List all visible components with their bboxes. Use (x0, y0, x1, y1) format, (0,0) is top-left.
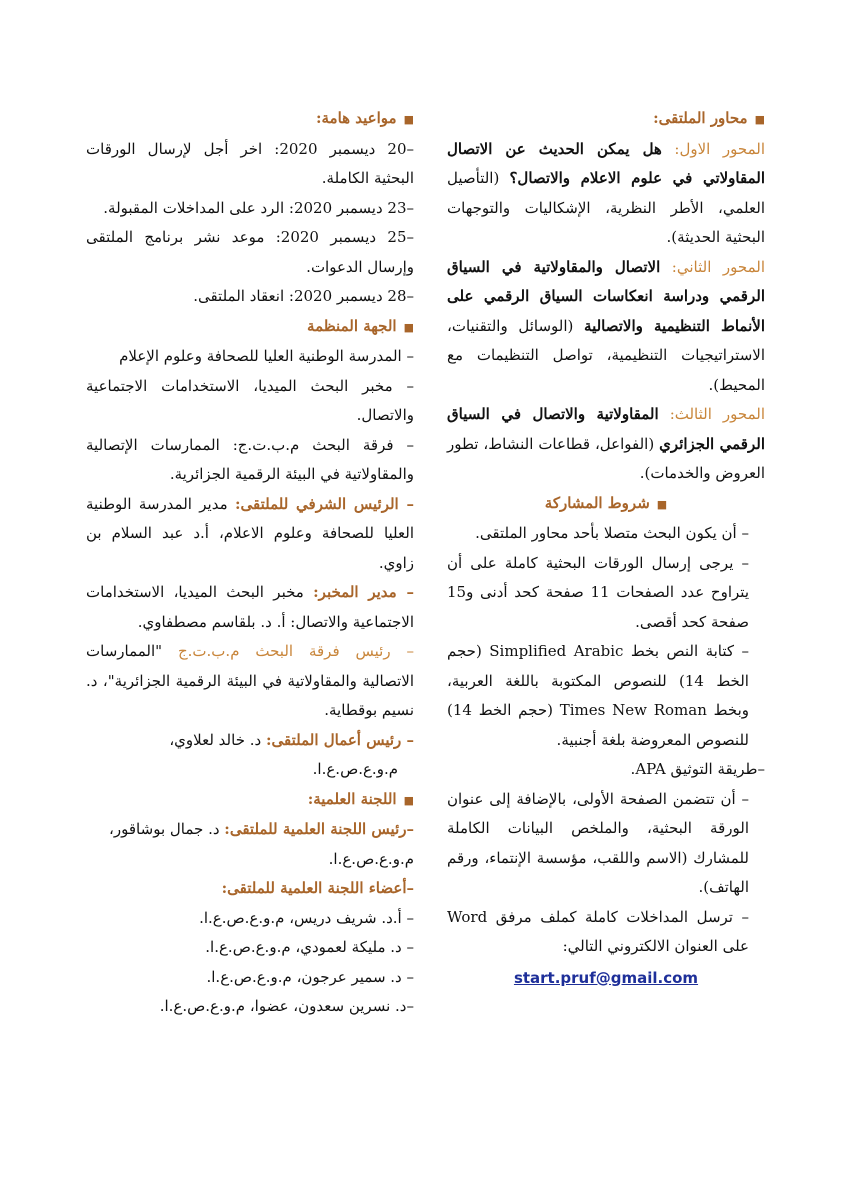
scientific-chair: –رئيس اللجنة العلمية للملتقى: د. جمال بوشاقور، (109, 820, 414, 838)
honorary-chair: – الرئيس الشرفي للملتقى: مدير المدرسة الوطنية العليا للصحافة وعلوم الاعلام، أ.د عبد السلام بن زاوي. (86, 494, 414, 572)
date-3: –25 ديسمبر 2020: موعد نشر برنامج الملتقى وإرسال الدعوات. (86, 228, 414, 276)
axis-1: المحور الاول: هل يمكن الحديث عن الاتصال المقاولاتي في علوم الاعلام والاتصال؟ (التأصيل العلمي، الأطر النظرية، الإشكاليات والتوجهات البحثية الحديثة). (447, 139, 765, 246)
scientific-chair-affiliation: م.و.ع.ص.ع.ا. (328, 849, 414, 868)
condition-1: – أن يكون البحث متصلا بأحد محاور الملتقى. (475, 524, 749, 542)
bullet-icon: ■ (754, 113, 765, 126)
right-column (447, 104, 765, 993)
organizer-3: – فرقة البحث م.ب.ت.ج: الممارسات الإتصالية والمقاولاتية في البيئة الرقمية الجزائرية. (86, 435, 414, 483)
team-head: – رئيس فرقة البحث م.ب.ت.ج "الممارسات الاتصالية والمقاولاتية في البيئة الرقمية الجزائرية"، د. نسيم بوقطاية. (86, 642, 414, 719)
date-1: –20 ديسمبر 2020: اخر أجل لإرسال الورقات البحثية الكاملة. (86, 139, 415, 187)
member-1: – أ.د. شريف دريس، م.و.ع.ص.ع.ا. (199, 908, 414, 927)
condition-3: – كتابة النص بخط Simplified Arabic (حجم الخط 14) للنصوص المكتوبة باللغة العربية، وبخط Times New Roman (حجم الخط 14) للنصوص المعروضة بلغة أجنبية. (447, 642, 749, 749)
bullet-icon: ■ (656, 497, 668, 511)
bullet-icon: ■ (403, 113, 414, 126)
members-heading: –أعضاء اللجنة العلمية للملتقى: (221, 879, 414, 897)
axis-2: المحور الثاني: الاتصال والمقاولاتية في السياق الرقمي ودراسة انعكاسات السياق الرقمي على الأنماط التنظيمية والاتصالية (الوسائل والتقنيات، الاستراتيجيات التنظيمية، تواصل التنظيمات مع المحيط). (447, 257, 765, 394)
date-4: –28 ديسمبر 2020: انعقاد الملتقى. (193, 287, 414, 305)
condition-4: –طريقة التوثيق APA. (630, 760, 765, 778)
condition-5: – أن تتضمن الصفحة الأولى، بالإضافة إلى عنوان الورقة البحثية، والملخص البيانات الكاملة للمشارك (الاسم واللقب، مؤسسة الإنتماء، ورقم الهاتف). (447, 789, 749, 896)
member-4: –د. نسرين سعدون، عضوا، م.و.ع.ص.ع.ا. (159, 997, 414, 1015)
condition-6: – ترسل المداخلات كاملة كملف مرفق Word على العنوان الالكتروني التالي: (447, 907, 749, 955)
lab-director: – مدير المخبر: مخبر البحث الميديا، الاستخدامات الاجتماعية والاتصال: أ. د. بلقاسم مصطفاوي. (86, 583, 414, 631)
condition-2: – يرجى إرسال الورقات البحثية كاملة على أن يتراوح عدد الصفحات 11 صفحة كحد أدنى و15 صفحة كحد أقصى. (447, 553, 749, 631)
left-column (86, 104, 414, 1022)
axis-3: المحور الثالث: المقاولاتية والاتصال في السياق الرقمي الجزائري (الفواعل، قطاعات النشاط، تطور العروض والخدمات). (447, 405, 765, 482)
works-chair: – رئيس أعمال الملتقى: د. خالد لعلاوي، (169, 730, 414, 749)
member-2: – د. مليكة لعمودي، م.و.ع.ص.ع.ا. (205, 938, 414, 956)
bullet-icon: ■ (403, 793, 414, 807)
date-2: –23 ديسمبر 2020: الرد على المداخلات المقبولة. (103, 198, 414, 217)
bullet-icon: ■ (403, 320, 414, 334)
organizer-2: – مخبر البحث الميديا، الاستخدامات الاجتماعية والاتصال. (86, 376, 414, 424)
member-3: – د. سمير عرجون، م.و.ع.ص.ع.ا. (206, 967, 414, 986)
works-chair-affiliation: م.و.ع.ص.ع.ا. (312, 760, 398, 778)
conditions-heading: ■شروط المشاركة (544, 493, 668, 512)
dates-heading: ■مواعيد هامة: (315, 109, 414, 127)
organizer-1: – المدرسة الوطنية العليا للصحافة وعلوم الإعلام (119, 347, 414, 365)
axes-heading: ■محاور الملتقى: (653, 109, 765, 127)
organizer-heading: ■الجهة المنظمة (307, 316, 414, 335)
email-link[interactable]: start.pruf@gmail.com (513, 968, 699, 987)
scientific-committee-heading: ■اللجنة العلمية: (307, 789, 414, 808)
